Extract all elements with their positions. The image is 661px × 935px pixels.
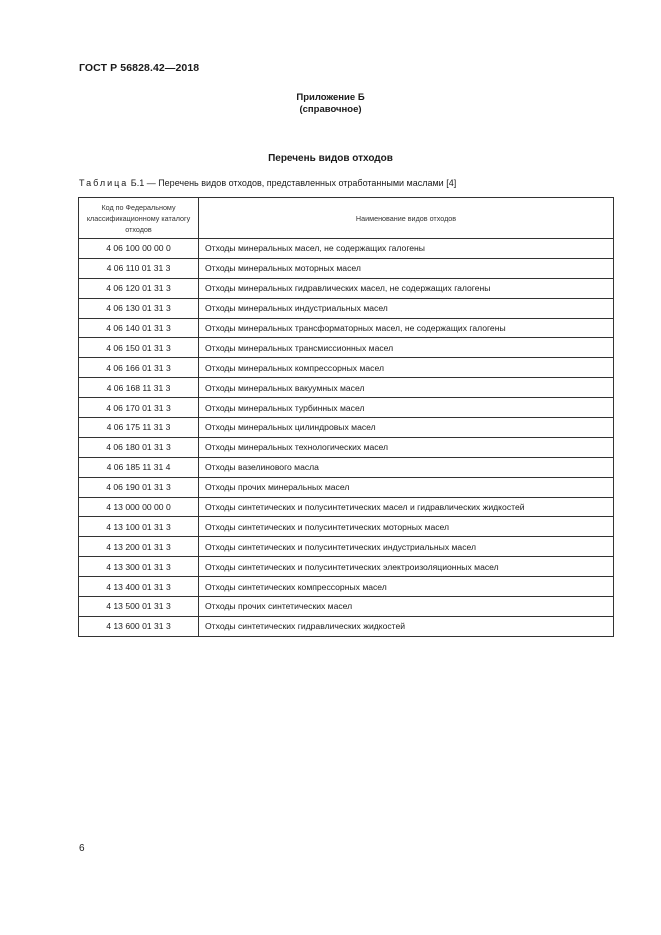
appendix-heading (0, 92, 661, 116)
waste-code: 4 13 400 01 31 3 (79, 577, 199, 597)
table-caption (79, 178, 456, 188)
table-row (79, 557, 614, 577)
waste-code: 4 06 166 01 31 3 (79, 358, 199, 378)
waste-code: 4 06 150 01 31 3 (79, 338, 199, 358)
waste-code: 4 13 200 01 31 3 (79, 537, 199, 557)
table-row (79, 318, 614, 338)
waste-name: Отходы минеральных индустриальных масел (199, 298, 614, 318)
table-row (79, 278, 614, 298)
waste-code: 4 13 000 00 00 0 (79, 497, 199, 517)
table-row (79, 298, 614, 318)
table-row (79, 418, 614, 438)
table-row (79, 597, 614, 617)
section-title: Перечень видов отходов (268, 153, 393, 164)
waste-code: 4 06 100 00 00 0 (79, 239, 199, 259)
table-row (79, 497, 614, 517)
header-code: Код по Федеральному классификационному каталогу отходов (79, 198, 199, 239)
table-row (79, 457, 614, 477)
waste-code: 4 06 120 01 31 3 (79, 278, 199, 298)
table-row (79, 239, 614, 259)
waste-name: Отходы синтетических гидравлических жидкостей (199, 616, 614, 636)
waste-code: 4 06 140 01 31 3 (79, 318, 199, 338)
waste-name: Отходы синтетических и полусинтетических масел и гидравлических жидкостей (199, 497, 614, 517)
table-row (79, 258, 614, 278)
waste-name: Отходы вазелинового масла (199, 457, 614, 477)
table-header-row (79, 198, 614, 239)
appendix-title: Приложение Б (296, 92, 365, 103)
waste-name: Отходы минеральных масел, не содержащих галогены (199, 239, 614, 259)
waste-name: Отходы минеральных цилиндровых масел (199, 418, 614, 438)
table-row (79, 616, 614, 636)
waste-code: 4 13 500 01 31 3 (79, 597, 199, 617)
waste-name: Отходы минеральных трансформаторных масел, не содержащих галогены (199, 318, 614, 338)
table-row (79, 398, 614, 418)
table-row (79, 477, 614, 497)
waste-name: Отходы синтетических компрессорных масел (199, 577, 614, 597)
waste-name: Отходы минеральных моторных масел (199, 258, 614, 278)
waste-code: 4 06 130 01 31 3 (79, 298, 199, 318)
waste-name: Отходы синтетических и полусинтетических индустриальных масел (199, 537, 614, 557)
table-row (79, 437, 614, 457)
waste-name: Отходы минеральных вакуумных масел (199, 378, 614, 398)
table-row (79, 577, 614, 597)
waste-code: 4 06 170 01 31 3 (79, 398, 199, 418)
page-number: 6 (79, 843, 85, 854)
waste-table (78, 197, 614, 637)
waste-code: 4 06 110 01 31 3 (79, 258, 199, 278)
waste-name: Отходы синтетических и полусинтетических электроизоляционных масел (199, 557, 614, 577)
table-body (79, 239, 614, 637)
waste-code: 4 06 175 11 31 3 (79, 418, 199, 438)
header-name: Наименование видов отходов (199, 198, 614, 239)
table-row (79, 338, 614, 358)
waste-name: Отходы прочих минеральных масел (199, 477, 614, 497)
table-caption-text: Б.1 — Перечень видов отходов, представленных отработанными маслами [4] (128, 178, 457, 188)
waste-code: 4 06 185 11 31 4 (79, 457, 199, 477)
table-caption-word: Таблица (79, 178, 129, 188)
waste-name: Отходы минеральных трансмиссионных масел (199, 338, 614, 358)
table-row (79, 358, 614, 378)
waste-name: Отходы минеральных турбинных масел (199, 398, 614, 418)
table-row (79, 537, 614, 557)
table-row (79, 517, 614, 537)
waste-code: 4 06 190 01 31 3 (79, 477, 199, 497)
waste-name: Отходы прочих синтетических масел (199, 597, 614, 617)
table-row (79, 378, 614, 398)
waste-name: Отходы минеральных технологических масел (199, 437, 614, 457)
waste-code: 4 13 100 01 31 3 (79, 517, 199, 537)
waste-code: 4 13 600 01 31 3 (79, 616, 199, 636)
waste-code: 4 13 300 01 31 3 (79, 557, 199, 577)
waste-name: Отходы минеральных гидравлических масел, не содержащих галогены (199, 278, 614, 298)
appendix-subtitle: (справочное) (299, 104, 362, 115)
waste-code: 4 06 180 01 31 3 (79, 437, 199, 457)
waste-name: Отходы минеральных компрессорных масел (199, 358, 614, 378)
document-code: ГОСТ Р 56828.42—2018 (79, 62, 200, 74)
waste-name: Отходы синтетических и полусинтетических моторных масел (199, 517, 614, 537)
waste-code: 4 06 168 11 31 3 (79, 378, 199, 398)
